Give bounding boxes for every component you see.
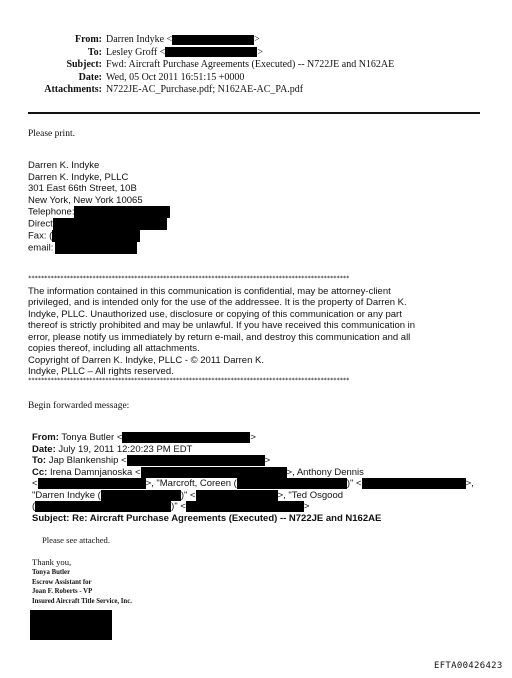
copyright-line-2: Indyke, PLLC – All rights reserved. [28,366,174,377]
copyright-line-1: Copyright of Darren K. Indyke, PLLC - © 2011 Darren K. [28,354,264,366]
date-value: Wed, 05 Oct 2011 16:51:15 +0000 [106,71,245,83]
redaction-block [141,467,287,478]
attachments-label: Attachments: [44,84,102,95]
please-print-text: Please print. [28,129,75,139]
fwd-cc: Cc: Irena Damnjanoska < >, Anthony Dennis [32,466,364,478]
redaction-block [165,47,257,57]
separator-stars-top: **************************************************************************************************** [28,275,350,282]
redaction-block [127,455,265,466]
fwd-cc-line-4: ( )" < > [32,501,310,513]
signature-street: 301 East 66th Street, 10B [28,183,137,194]
fwd-to: To: Jap Blankenship < > [32,455,271,467]
sender-name: Tonya Butler [32,569,71,576]
begin-forwarded-text: Begin forwarded message: [28,401,130,411]
signature-fax: Fax: ( [28,230,140,242]
redaction-block [122,432,250,443]
signature-telephone: Telephone: [28,206,170,218]
fwd-cc-line-3: "Darren Indyke ( )" < >, "Ted Osgood [32,489,344,501]
redaction-block [362,478,466,489]
from-value: Darren Indyke < > [106,34,260,45]
redaction-block [35,501,171,512]
date-label: Date: [78,71,102,83]
sender-company: Insured Aircraft Title Service, Inc. [32,597,132,605]
to-value: Lesley Groff < > [106,46,263,58]
redaction-block [55,242,137,254]
redaction-block [101,490,181,501]
sender-boss: Joan F. Roberts - VP [32,588,93,595]
separator-stars-bottom: **************************************************************************************************** [28,377,350,384]
redaction-block [38,478,146,489]
fwd-date: Date: July 19, 2011 12:20:23 PM EDT [32,443,193,455]
fwd-cc-line-2: < >, "Marcroft, Coreen ( )" < >, [32,478,474,490]
redaction-block [52,230,140,242]
fwd-subject: Subject: Re: Aircraft Purchase Agreements (Executed) -- N722JE and N162AE [32,512,382,524]
thank-you: Thank you, [32,557,72,567]
fwd-from: From: Tonya Butler < > [32,432,256,444]
signature-firm: Darren K. Indyke, PLLC [28,171,129,183]
redaction-block [53,218,167,230]
signature-name: Darren K. Indyke [28,160,100,171]
redaction-block [237,478,347,489]
signature-direct: Direct [28,218,167,230]
to-label: To: [87,46,102,58]
sender-title: Escrow Assistant for [32,578,92,586]
header-divider [28,112,480,114]
signature-email: email: [28,242,137,254]
confidentiality-notice: The information contained in this communication is confidential, may be attorney-client privileged, and is intended only for the use of the addressee. It is the property of Darren K. Indyke, PLLC. Unauthorized use, disclosure or copying of this communication or any part thereof is strictly prohibited and may be unlawful. If you have received this communication in error, please notify us immediately by return e-mail, and destroy this communication and all copies thereof, including all attachments. [28,286,416,355]
from-label: From: [74,34,102,45]
signature-city: New York, New York 10065 [28,194,143,206]
subject-label: Subject: [66,59,102,70]
please-see-attached: Please see attached. [42,535,110,545]
document-id: EFTA00426423 [434,661,503,671]
attachments-value[interactable]: N722JE-AC_Purchase.pdf; N162AE-AC_PA.pdf [106,84,304,95]
redaction-block [186,501,304,512]
redaction-block [30,610,112,640]
redaction-block [74,206,170,218]
redaction-block [196,490,278,501]
subject-value: Fwd: Aircraft Purchase Agreements (Executed) -- N722JE and N162AE [106,59,395,70]
redaction-block [172,35,254,45]
